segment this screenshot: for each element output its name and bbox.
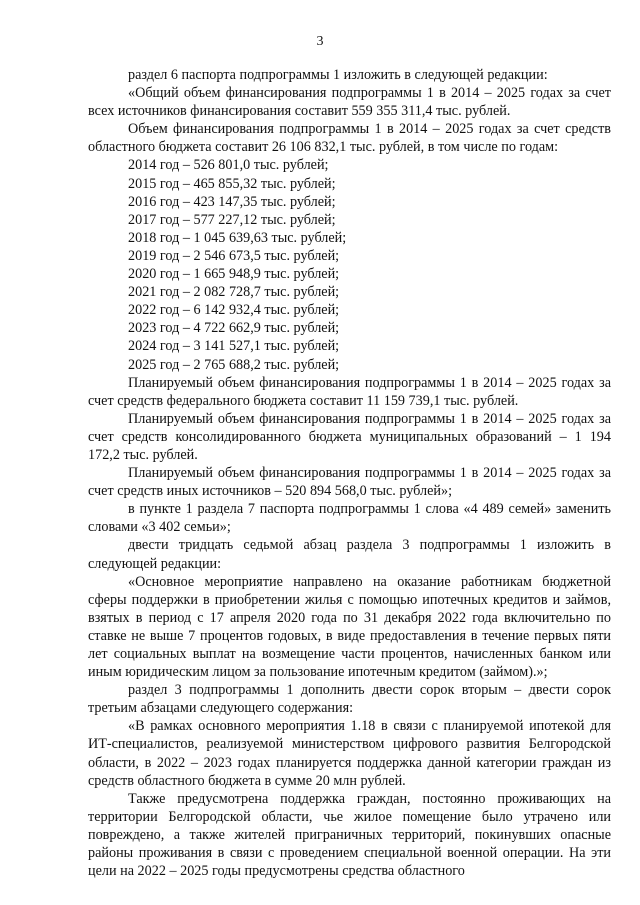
paragraph: Планируемый объем финансирования подпрограммы 1 в 2014 – 2025 годах за счет средств федерального бюджета составит 11 159 739,1 тыс. рублей. <box>88 374 611 409</box>
year-line: 2015 год – 465 855,32 тыс. рублей; <box>128 175 336 192</box>
year-line: 2016 год – 423 147,35 тыс. рублей; <box>128 193 336 210</box>
paragraph: Объем финансирования подпрограммы 1 в 2014 – 2025 годах за счет средств областного бюджета составит 26 106 832,1 тыс. рублей, в том числе по годам: <box>88 121 611 156</box>
paragraph: двести тридцать седьмой абзац раздела 3 подпрограммы 1 изложить в следующей редакции: <box>88 537 611 572</box>
paragraph: Также предусмотрена поддержка граждан, постоянно проживающих на территории Белгородской области, чье жилое помещение было утрачено или повреждено, а также жителей приграничных территорий, покинувших опасные районы проживания в связи с проведением специальной военной операции. На эти цели на 2022 – 2025 годы предусмотрены средства областного <box>88 790 611 880</box>
year-line: 2025 год – 2 765 688,2 тыс. рублей; <box>128 356 340 373</box>
year-line: 2021 год – 2 082 728,7 тыс. рублей; <box>128 284 340 301</box>
document-body <box>88 66 611 880</box>
year-line: 2014 год – 526 801,0 тыс. рублей; <box>128 157 329 174</box>
paragraph: Планируемый объем финансирования подпрограммы 1 в 2014 – 2025 годах за счет средств иных источников – 520 894 568,0 тыс. рублей»; <box>88 465 611 500</box>
year-line: 2019 год – 2 546 673,5 тыс. рублей; <box>128 247 340 264</box>
paragraph: в пункте 1 раздела 7 паспорта подпрограммы 1 слова «4 489 семей» заменить словами «3 402 семьи»; <box>88 501 611 536</box>
paragraph: «Основное мероприятие направлено на оказание работникам бюджетной сферы поддержки в приобретении жилья с помощью ипотечных кредитов и займов, взятых в период с 17 апреля 2020 года по 31 декабря 2022 года включительно по ставке не выше 7 процентов годовых, в виде предоставления в течение первых пяти лет социальных выплат на возмещение части процентов, начисленных банком или иным юридическим лицом за пользование ипотечным кредитом (займом).»; <box>88 573 611 681</box>
year-line: 2018 год – 1 045 639,63 тыс. рублей; <box>128 229 347 246</box>
paragraph: «В рамках основного мероприятия 1.18 в связи с планируемой ипотекой для ИТ-специалистов, реализуемой министерством цифрового развития Белгородской области, в 2022 – 2023 годах планируется поддержка данной категории граждан из средств областного бюджета в сумме 20 млн рублей. <box>88 718 611 789</box>
paragraph: раздел 6 паспорта подпрограммы 1 изложить в следующей редакции: <box>128 67 548 83</box>
paragraph: Планируемый объем финансирования подпрограммы 1 в 2014 – 2025 годах за счет средств консолидированного бюджета муниципальных образований – 1 194 172,2 тыс. рублей. <box>88 410 611 463</box>
year-line: 2024 год – 3 141 527,1 тыс. рублей; <box>128 338 340 355</box>
year-line: 2022 год – 6 142 932,4 тыс. рублей; <box>128 302 340 319</box>
paragraph: «Общий объем финансирования подпрограммы 1 в 2014 – 2025 годах за счет всех источников финансирования составит 559 355 311,4 тыс. рублей. <box>88 85 611 120</box>
page-number: 3 <box>316 34 324 49</box>
year-line: 2017 год – 577 227,12 тыс. рублей; <box>128 211 336 228</box>
year-line: 2020 год – 1 665 948,9 тыс. рублей; <box>128 266 340 283</box>
paragraph: раздел 3 подпрограммы 1 дополнить двести сорок вторым – двести сорок третьим абзацами следующего содержания: <box>88 682 611 717</box>
year-line: 2023 год – 4 722 662,9 тыс. рублей; <box>128 320 340 337</box>
